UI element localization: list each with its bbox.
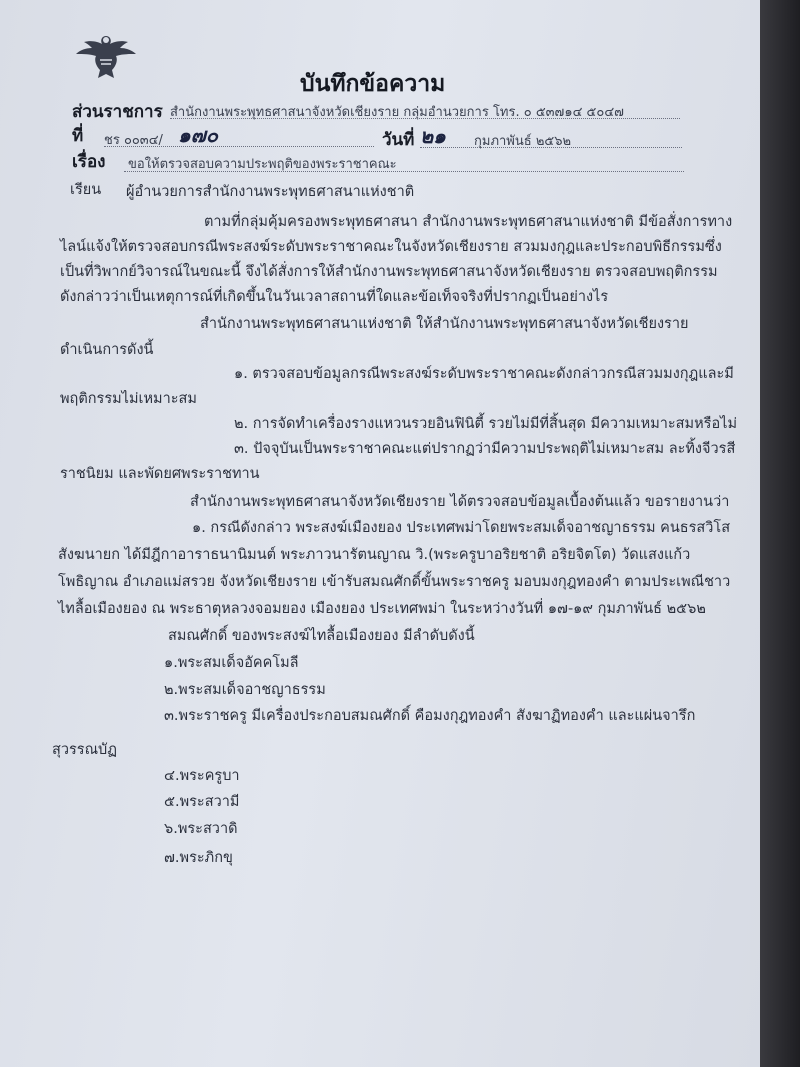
body-line-7: ๑. ตรวจสอบข้อมูลกรณีพระสงฆ์ระดับพระราชาคณะดังกล่าวกรณีสวมมงกุฎและมี [234,366,734,382]
rank-item-3-cont: สุวรรณบัฏ [52,742,117,758]
date-rest: กุมภาพันธ์ ๒๕๖๒ [474,134,572,149]
body-line-8: พฤติกรรมไม่เหมาะสม [60,391,197,407]
body-line-5: สำนักงานพระพุทธศาสนาแห่งชาติ ให้สำนักงานพระพุทธศาสนาจังหวัดเชียงราย [200,316,689,332]
to-value: ผู้อำนวยการสำนักงานพระพุทธศาสนาแห่งชาติ [126,184,415,200]
body-line-15: โพธิญาณ อำเภอแม่สรวย จังหวัดเชียงราย เข้ารับสมณศักดิ์ขั้นพระราชครู มอบมงกุฎทองคำ ตามประเพณีชาว [58,574,731,590]
body-line-4: ดังกล่าวว่าเป็นเหตุการณ์ที่เกิดขึ้นในวันเวลาสถานที่ใดและข้อเท็จจริงที่ปรากฏเป็นอย่างไร [60,289,609,305]
body-line-3: เป็นที่วิพากย์วิจารณ์ในขณะนี้ จึงได้สั่งการให้สำนักงานพระพุทธศาสนาจังหวัดเชียงราย ตรวจสอบพฤติกรรม [60,264,718,280]
body-line-10: ๓. ปัจจุบันเป็นพระราชาคณะแต่ปรากฏว่ามีความประพฤติไม่เหมาะสม ละทิ้งจีวรสี [234,441,736,457]
to-label: เรียน [70,182,102,198]
rank-item-5: ๕.พระสวามี [164,794,240,810]
body-line-16: ไทลื้อเมืองยอง ณ พระธาตุหลวงจอมยอง เมืองยอง ประเทศพม่า ในระหว่างวันที่ ๑๗-๑๙ กุมภาพันธ์ ๒๕๖๒ [58,601,706,617]
rank-item-2: ๒.พระสมเด็จอาชญาธรรม [164,682,326,698]
date-label: วันที่ [382,130,415,150]
body-line-11: ราชนิยม และพัดยศพระราชทาน [60,466,260,482]
date-day-handwritten: ๒๑ [420,124,446,148]
body-line-17: สมณศักดิ์ ของพระสงฆ์ไทลื้อเมืองยอง มีลำดับดังนี้ [168,628,475,644]
body-line-2: ไลน์แจ้งให้ตรวจสอบกรณีพระสงฆ์ระดับพระราชาคณะในจังหวัดเชียงราย สวมมงกุฎและประกอบพิธีกรรมซึ่ง [60,239,722,255]
ref-label: ที่ [72,126,84,146]
body-line-6: ดำเนินการดังนี้ [60,342,154,358]
subject-value: ขอให้ตรวจสอบความประพฤติของพระราชาคณะ [128,157,397,172]
subject-label: เรื่อง [72,152,106,172]
body-line-1: ตามที่กลุ่มคุ้มครองพระพุทธศาสนา สำนักงานพระพุทธศาสนาแห่งชาติ มีข้อสั่งการทาง [204,214,733,230]
background-edge [760,0,800,1067]
rank-item-7: ๗.พระภิกขุ [164,850,233,866]
agency-dotline [170,118,680,119]
body-line-14: สังฆนายก ได้มีฎีกาอาราธนานิมนต์ พระภาวนารัตนญาณ วิ.(พระครูบาอริยชาติ อริยจิตโต) วัดแสงแก้ว [58,547,691,563]
subject-dotline [124,171,684,172]
agency-label: ส่วนราชการ [72,102,163,122]
ref-number-handwritten: ๑๗๐ [178,123,218,147]
date-dotline [420,147,682,148]
garuda-emblem-icon [72,30,140,82]
ref-value: ชร ๐๐๓๔/ [104,133,163,148]
rank-item-1: ๑.พระสมเด็จอัคคโมลี [164,655,299,671]
body-line-12: สำนักงานพระพุทธศาสนาจังหวัดเชียงราย ได้ตรวจสอบข้อมูลเบื้องต้นแล้ว ขอรายงานว่า [190,494,730,510]
ref-dotline [104,146,374,147]
agency-value: สำนักงานพระพุทธศาสนาจังหวัดเชียงราย กลุ่มอำนวยการ โทร. ๐ ๕๓๗๑๔ ๕๐๔๗ [170,105,624,120]
rank-item-6: ๖.พระสวาดิ [164,821,238,837]
rank-item-4: ๔.พระครูบา [164,768,240,784]
body-line-13: ๑. กรณีดังกล่าว พระสงฆ์เมืองยอง ประเทศพม่าโดยพระสมเด็จอาชญาธรรม คนธรสวิโส [192,520,731,536]
body-line-9: ๒. การจัดทำเครื่องรางแหวนรวยอินฟินิตี้ รวยไม่มีที่สิ้นสุด มีความเหมาะสมหรือไม่ [234,416,737,432]
rank-item-3: ๓.พระราชครู มีเครื่องประกอบสมณศักดิ์ คือมงกุฎทองคำ สังฆาฏิทองคำ และแผ่นจารึก [164,708,696,724]
memo-title: บันทึกข้อความ [300,71,446,97]
